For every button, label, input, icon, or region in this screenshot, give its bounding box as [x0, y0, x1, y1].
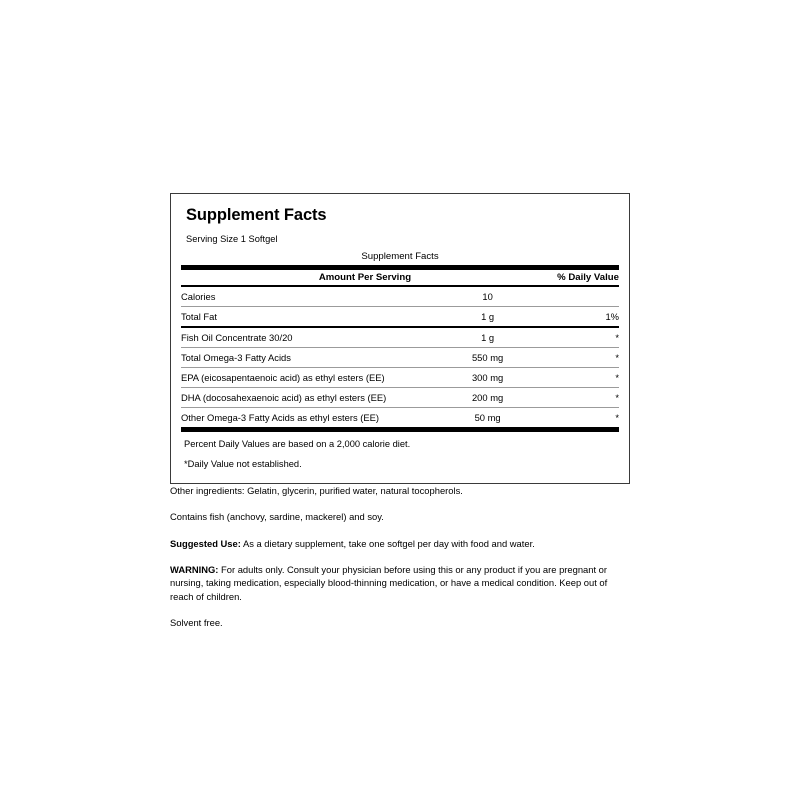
warning-label: WARNING:: [170, 564, 219, 576]
footnote-daily-values: Percent Daily Values are based on a 2,000 calorie diet.: [184, 438, 411, 449]
row-amount: 300 mg: [471, 371, 504, 383]
table-row: [181, 408, 619, 427]
suggested-use-text: As a dietary supplement, take one softgel per day with food and water.: [240, 537, 535, 549]
row-amount: 50 mg: [474, 411, 501, 423]
serving-size-text: Serving Size 1 Softgel: [186, 233, 278, 244]
panel-subtitle: Supplement Facts: [361, 251, 439, 263]
row-daily-value: 1%: [605, 310, 619, 322]
table-row: [181, 287, 619, 306]
solvent-free-text: Solvent free.: [170, 617, 223, 629]
table-row: [181, 388, 619, 407]
row-name: DHA (docosahexaenoic acid) as ethyl esters (EE): [181, 391, 387, 403]
warning-paragraph: [170, 563, 632, 603]
row-daily-value: [549, 287, 619, 306]
row-amount: 10: [482, 290, 493, 302]
warning-text: For adults only. Consult your physician before using this or any product if you are pregnant or nursing, taking medication, especially blood-thinning medication, or have a medical condition. Keep out of reach of children.: [170, 564, 608, 602]
allergen-statement-text: Contains fish (anchovy, sardine, mackerel) and soy.: [170, 511, 384, 523]
row-name: Fish Oil Concentrate 30/20: [181, 331, 293, 343]
row-name: Other Omega-3 Fatty Acids as ethyl esters (EE): [181, 411, 379, 423]
row-daily-value: *: [615, 371, 619, 383]
table-row: [181, 328, 619, 347]
label-body-copy: [170, 484, 632, 642]
row-daily-value: *: [615, 351, 619, 363]
nutrition-table: [181, 270, 619, 432]
row-name: Total Omega-3 Fatty Acids: [181, 351, 291, 363]
panel-title: Supplement Facts: [186, 206, 327, 224]
row-daily-value: *: [615, 331, 619, 343]
row-daily-value: *: [615, 391, 619, 403]
row-amount: 200 mg: [471, 391, 504, 403]
header-amount-per-serving: Amount Per Serving: [318, 271, 412, 283]
table-row: [181, 368, 619, 387]
row-amount: 1 g: [481, 331, 495, 343]
row-name: Calories: [181, 290, 216, 302]
supplement-facts-panel: [170, 193, 630, 484]
header-percent-daily-value: % Daily Value: [557, 271, 619, 283]
panel-footnotes: [181, 439, 619, 471]
row-amount: 550 mg: [471, 351, 504, 363]
row-daily-value: *: [615, 411, 619, 423]
table-row: [181, 348, 619, 367]
suggested-use-label: Suggested Use:: [170, 537, 241, 549]
rule-thick-bottom: [181, 427, 619, 432]
row-name: Total Fat: [181, 310, 217, 322]
row-name: EPA (eicosapentaenoic acid) as ethyl esters (EE): [181, 371, 385, 383]
row-amount: 1 g: [481, 310, 495, 322]
table-header-row: [181, 270, 619, 285]
suggested-use-paragraph: [170, 537, 632, 550]
other-ingredients-text: Other ingredients: Gelatin, glycerin, purified water, natural tocopherols.: [170, 485, 463, 496]
footnote-not-established: *Daily Value not established.: [184, 459, 302, 470]
table-row: [181, 307, 619, 326]
